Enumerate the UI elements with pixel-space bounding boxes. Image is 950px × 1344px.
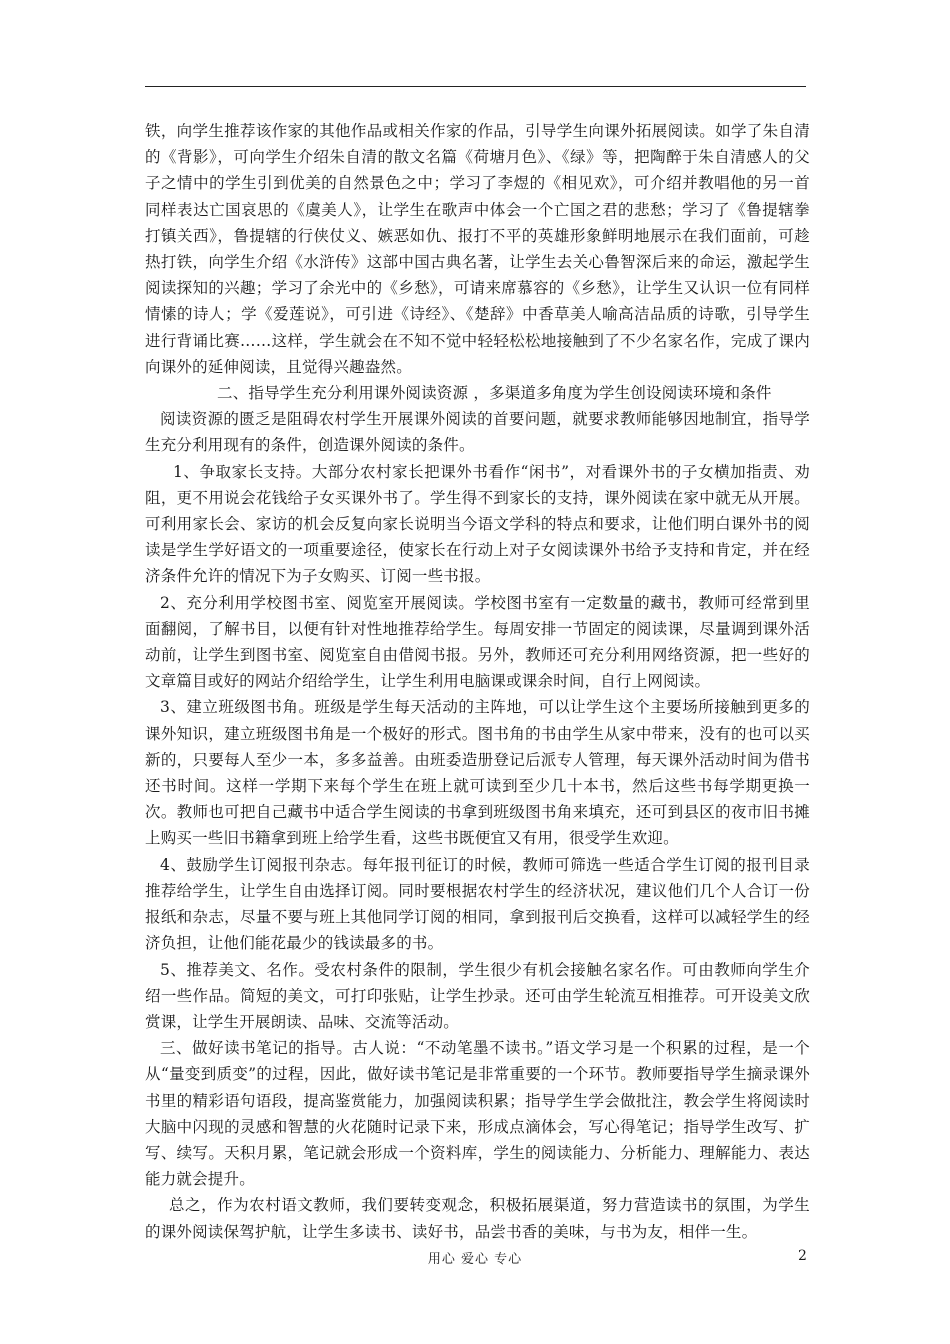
list-item-1: 1、争取家长支持。大部分农村家长把课外书看作“闲书”，对看课外书的子女横加指责、劝阻，更不用说会花钱给子女买课外书了。学生得不到家长的支持，课外阅读在家中就无从开展。可利用家长会、家访的机会反复向家长说明当今语文学科的特点和要求，让他们明白课外书的阅读是学生学好语文的一项重要途径，使家长在行动上对子女阅读课外书给予支持和肯定，并在经济条件允许的情况下为子女购买、订阅一些书报。 [145, 462, 810, 586]
footer-slogan: 用心 爱心 专心 [427, 1252, 523, 1267]
section-heading-3: 三、做好读书笔记的指导。古人说：“不动笔墨不读书。”语文学习是一个积累的过程，是一个从“量变到质变”的过程，因此，做好读书笔记是非常重要的一个环节。教师要指导学生摘录课外书里的精彩语句语段，提高鉴赏能力，加强阅读积累；指导学生学会做批注，教会学生将阅读时大脑中闪现的灵感和智慧的火花随时记录下来，形成点滴体会，写心得笔记；指导学生改写、扩写、续写。天积月累，笔记就会形成一个资料库，学生的阅读能力、分析能力、理解能力、表达能力就会提升。 [145, 1039, 810, 1189]
list-item-4: 4、鼓励学生订阅报刊杂志。每年报刊征订的时候，教师可筛选一些适合学生订阅的报刊目录推荐给学生，让学生自由选择订阅。同时要根据农村学生的经济状况，建议他们几个人合订一份报纸和杂志，尽量不要与班上其他同学订阅的相同，拿到报刊后交换看，这样可以减轻学生的经济负担，让他们能花最少的钱读最多的书。 [145, 855, 810, 953]
paragraph-continuation: 铁，向学生推荐该作家的其他作品或相关作家的作品，引导学生向课外拓展阅读。如学了朱自清的《背影》，可向学生介绍朱自清的散文名篇《荷塘月色》、《绿》等，把陶醉于朱自清感人的父子之情中的学生引到优美的自然景色之中；学习了李煜的《相见欢》，可介绍并教唱他的另一首同样表达亡国哀思的《虞美人》，让学生在歌声中体会一个亡国之君的悲愁；学习了《鲁提辖拳打镇关西》，鲁提辖的行侠仗义、嫉恶如仇、报打不平的英雄形象鲜明地展示在我们面前，可趁热打铁，向学生介绍《水浒传》这部中国古典名著，让学生去关心鲁智深后来的命运，激起学生阅读探知的兴趣；学习了余光中的《乡愁》，可请来席慕容的《乡愁》，让学生又认识一位有同样情愫的诗人；学《爱莲说》，可引进《诗经》、《楚辞》中香草美人喻高洁品质的诗歌，引导学生进行背诵比赛……这样，学生就会在不知不觉中轻轻松松地接触到了不少名家名作，完成了课内向课外的延伸阅读，且觉得兴趣盎然。 [145, 122, 810, 376]
list-item-2: 2、充分利用学校图书室、阅览室开展阅读。学校图书室有一定数量的藏书，教师可经常到里面翻阅，了解书目，以便有针对性地推荐给学生。每周安排一节固定的阅读课，尽量调到课外活动前，让学生到图书室、阅览室自由借阅书报。另外，教师还可充分利用网络资源，把一些好的文章篇目或好的网站介绍给学生，让学生利用电脑课或课余时间，自行上网阅读。 [145, 593, 810, 691]
paragraph-intro: 阅读资源的匮乏是阻碍农村学生开展课外阅读的首要问题，就要求教师能够因地制宜，指导学生充分利用现有的条件，创造课外阅读的条件。 [145, 410, 810, 455]
conclusion-paragraph: 总之，作为农村语文教师，我们要转变观念，积极拓展渠道，努力营造读书的氛围，为学生的课外阅读保驾护航，让学生多读书、读好书，品尝书香的美味，与书为友，相伴一生。 [145, 1196, 810, 1241]
header-rule [145, 86, 806, 87]
list-item-3: 3、建立班级图书角。班级是学生每天活动的主阵地，可以让学生这个主要场所接触到更多的课外知识，建立班级图书角是一个极好的形式。图书角的书由学生从家中带来，没有的也可以买新的，只要每人至少一本，多多益善。由班委造册登记后派专人管理，每天课外活动时间为借书还书时间。这样一学期下来每个学生在班上就可读到至少几十本书，然后这些书每学期更换一次。教师也可把自己藏书中适合学生阅读的书拿到班级图书角来填充，还可到县区的夜市旧书摊上购买一些旧书籍拿到班上给学生看，这些书既便宜又有用，很受学生欢迎。 [145, 698, 810, 848]
document-body [145, 118, 810, 1245]
page-number: 2 [798, 1248, 807, 1264]
list-item-5: 5、推荐美文、名作。受农村条件的限制，学生很少有机会接触名家名作。可由教师向学生介绍一些作品。简短的美文，可打印张贴，让学生抄录。还可由学生轮流互相推荐。可开设美文欣赏课，让学生开展朗读、品味、交流等活动。 [145, 960, 810, 1031]
section-heading-2: 二、指导学生充分利用课外阅读资源 ，多渠道多角度为学生创设阅读环境和条件 [217, 384, 772, 403]
